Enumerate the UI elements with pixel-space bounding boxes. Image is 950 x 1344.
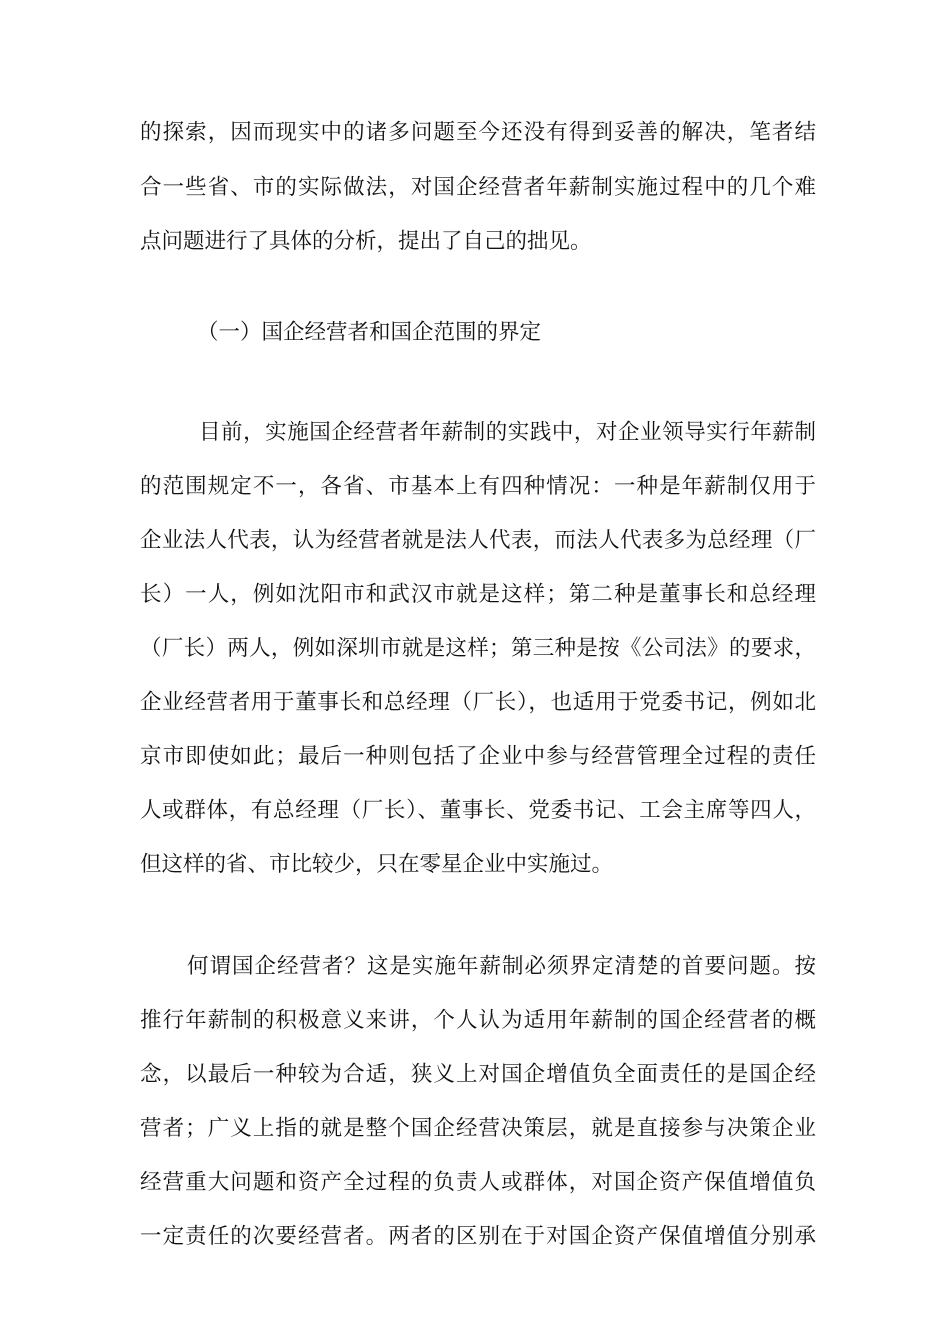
paragraph-2-line-9: 但这样的省、市比较少，只在零星企业中实施过。 [140, 852, 614, 877]
paragraph-1-line-2: 合一些省、市的实际做法，对国企经营者年薪制实施过程中的几个难 [140, 175, 816, 200]
paragraph-2-line-3: 企业法人代表，认为经营者就是法人代表，而法人代表多为总经理（厂 [140, 528, 816, 553]
paragraph-3-line-4: 营者；广义上指的就是整个国企经营决策层，就是直接参与决策企业 [140, 1116, 816, 1141]
paragraph-3-line-3: 念，以最后一种较为合适，狭义上对国企增值负全面责任的是国企经 [140, 1062, 816, 1087]
paragraph-2-line-6: 企业经营者用于董事长和总经理（厂长），也适用于党委书记，例如北 [140, 690, 816, 715]
section-heading: （一）国企经营者和国企范围的界定 [197, 320, 542, 345]
paragraph-1-line-1: 的探索，因而现实中的诸多问题至今还没有得到妥善的解决，笔者结 [140, 120, 816, 145]
paragraph-2-line-8: 人或群体，有总经理（厂长）、董事长、党委书记、工会主席等四人， [140, 798, 816, 823]
paragraph-2-line-4: 长）一人，例如沈阳市和武汉市就是这样；第二种是董事长和总经理 [140, 582, 816, 607]
paragraph-3-line-5: 经营重大问题和资产全过程的负责人或群体，对国企资产保值增值负 [140, 1170, 816, 1195]
paragraph-2-line-7: 京市即使如此；最后一种则包括了企业中参与经营管理全过程的责任 [140, 744, 816, 769]
paragraph-2-line-2: 的范围规定不一，各省、市基本上有四种情况：一种是年薪制仅用于 [140, 474, 816, 499]
paragraph-3-line-1: 何谓国企经营者？这是实施年薪制必须界定清楚的首要问题。按 [187, 954, 816, 979]
paragraph-2-line-5: （厂长）两人，例如深圳市就是这样；第三种是按《公司法》的要求， [140, 636, 816, 661]
paragraph-3-line-6: 一定责任的次要经营者。两者的区别在于对国企资产保值增值分别承 [140, 1224, 816, 1249]
paragraph-1-line-3: 点问题进行了具体的分析，提出了自己的拙见。 [140, 229, 592, 254]
paragraph-2-line-1: 目前，实施国企经营者年薪制的实践中，对企业领导实行年薪制 [199, 420, 816, 445]
paragraph-3-line-2: 推行年薪制的积极意义来讲，个人认为适用年薪制的国企经营者的概 [140, 1008, 816, 1033]
